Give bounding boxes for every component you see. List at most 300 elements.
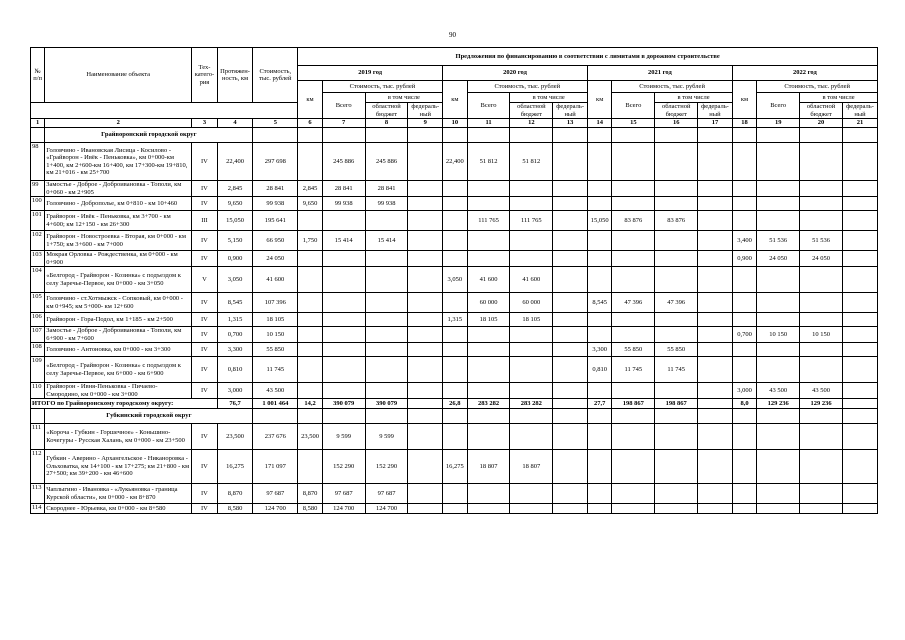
total-cell: 14,2 [298,399,322,409]
cell [322,409,365,424]
proposals-header: Предложения по финансированию в соответствии с лимитами в дорожном строительстве [298,48,878,66]
column-number: 14 [587,119,611,128]
financing-cell [553,313,588,327]
tech-category: IV [192,484,218,504]
km-header: км [298,81,322,119]
financing-cell [553,484,588,504]
table-row [31,343,878,357]
financing-cell [322,357,365,383]
row-number: 110 [31,383,45,399]
column-number: 9 [408,119,443,128]
financing-cell [842,293,877,313]
financing-cell: 24 050 [800,251,843,267]
section-header-row [31,409,878,424]
financing-cell: 0,700 [732,327,756,343]
financing-cell: 11 745 [612,357,655,383]
financing-cell [322,211,365,231]
financing-cell [298,143,322,181]
cell [31,128,45,143]
cost-sub-header: Стоимость, тыс. рублей [467,81,587,93]
financing-cell [443,327,467,343]
financing-cell: 83 876 [612,211,655,231]
financing-table [30,47,878,514]
cost-value: 99 938 [253,197,298,211]
length-km: 3,300 [217,343,253,357]
table-row [31,143,878,181]
financing-cell [408,267,443,293]
financing-cell: 11 745 [655,357,698,383]
total-label: ИТОГО по Грайворонскому городскому округу: [31,399,218,409]
financing-cell [408,343,443,357]
financing-cell [467,327,510,343]
financing-cell: 41 600 [510,267,553,293]
financing-cell: 152 290 [322,450,365,484]
financing-cell [298,293,322,313]
financing-cell: 2,845 [298,181,322,197]
column-numbers-row [31,119,878,128]
tech-category: IV [192,231,218,251]
object-name: Замостье - Доброе - Доброивановка - Тополи, км 6+900 - км 7+600 [45,327,192,343]
row-number: 112 [31,450,45,484]
financing-cell [510,181,553,197]
financing-cell [757,484,800,504]
financing-cell: 8,580 [298,504,322,514]
financing-cell [757,143,800,181]
table-header [31,48,878,128]
financing-cell [365,313,408,327]
cost-sub-header: Стоимость, тыс. рублей [322,81,442,93]
financing-cell [612,231,655,251]
financing-cell [553,327,588,343]
financing-cell: 3,400 [732,231,756,251]
object-name: «Белгород - Грайворон - Козинка» с подъездом к селу Заречье-Первое, км 6+000 - км 6+900 [45,357,192,383]
cost-value: 10 150 [253,327,298,343]
financing-cell [443,484,467,504]
financing-cell [757,267,800,293]
cell [842,128,877,143]
financing-cell: 3,300 [587,343,611,357]
financing-cell [698,504,733,514]
financing-cell [612,313,655,327]
financing-cell [612,504,655,514]
cell [467,409,510,424]
tech-category: IV [192,327,218,343]
column-number: 12 [510,119,553,128]
tech-category: IV [192,143,218,181]
financing-cell [467,424,510,450]
column-number: 5 [253,119,298,128]
cell [698,128,733,143]
cell [31,409,45,424]
financing-cell: 55 850 [655,343,698,357]
column-number: 7 [322,119,365,128]
financing-cell [587,197,611,211]
federal-header: федераль-ный [698,103,733,119]
financing-cell: 111 765 [467,211,510,231]
financing-cell [408,251,443,267]
financing-cell [612,197,655,211]
financing-cell: 41 600 [467,267,510,293]
length-km: 9,650 [217,197,253,211]
financing-cell [553,357,588,383]
financing-cell [655,383,698,399]
financing-cell: 55 850 [612,343,655,357]
financing-cell: 124 700 [322,504,365,514]
financing-cell [757,293,800,313]
cell [587,128,611,143]
financing-cell [443,293,467,313]
table-row [31,313,878,327]
financing-cell [800,357,843,383]
financing-cell: 22,400 [443,143,467,181]
total-length: 76,7 [217,399,253,409]
financing-cell [587,484,611,504]
financing-cell [553,251,588,267]
financing-cell [655,484,698,504]
row-number: 107 [31,327,45,343]
tech-category: IV [192,424,218,450]
length-km: 0,810 [217,357,253,383]
total-header: Всего [467,93,510,119]
total-cell: 390 079 [322,399,365,409]
financing-cell [298,267,322,293]
financing-cell [510,424,553,450]
object-name: Головчино - Ивановская Лисица - Косилово - «Грайворон - Ивёк - Пеньковка», км 0+000-км 1+400, км 2+600-км 16+400, км 17+300-км 19+810, км 21+016 - км 25+700 [45,143,192,181]
financing-cell [443,424,467,450]
financing-cell [842,211,877,231]
row-number: 109 [31,357,45,383]
total-cell [408,399,443,409]
financing-cell: 124 700 [365,504,408,514]
year-2019-header: 2019 год [298,66,443,81]
financing-cell [842,484,877,504]
financing-cell [842,267,877,293]
financing-cell: 23,500 [298,424,322,450]
cost-value: 41 600 [253,267,298,293]
table-row [31,267,878,293]
financing-cell [757,357,800,383]
object-name: Скороднее - Юрьевка, км 0+000 - км 8+580 [45,504,192,514]
column-number: 8 [365,119,408,128]
financing-cell [553,424,588,450]
row-number: 99 [31,181,45,197]
financing-cell: 18 807 [467,450,510,484]
tech-category: IV [192,293,218,313]
financing-cell [842,357,877,383]
financing-cell: 9 599 [322,424,365,450]
financing-cell [842,343,877,357]
financing-cell [553,267,588,293]
total-cell: 129 236 [757,399,800,409]
financing-cell [408,181,443,197]
financing-cell [443,383,467,399]
cell [408,128,443,143]
financing-cell [842,424,877,450]
financing-cell [443,504,467,514]
financing-cell [732,267,756,293]
financing-cell [732,357,756,383]
table-row [31,484,878,504]
cell [253,409,298,424]
financing-cell [800,343,843,357]
financing-cell: 9 599 [365,424,408,450]
financing-cell [322,383,365,399]
cost-value: 107 396 [253,293,298,313]
financing-cell [510,231,553,251]
section-header-row [31,128,878,143]
financing-cell [587,313,611,327]
page-number: 90 [449,31,456,39]
col-num-header: № п/п [31,48,45,103]
financing-cell: 24 050 [757,251,800,267]
length-km: 16,275 [217,450,253,484]
financing-cell: 3,050 [443,267,467,293]
financing-cell [612,143,655,181]
financing-cell [800,450,843,484]
cost-value: 24 050 [253,251,298,267]
cell [443,128,467,143]
cell [510,128,553,143]
financing-cell [510,484,553,504]
column-number: 3 [192,119,218,128]
total-cell: 198 867 [655,399,698,409]
row-number: 100 [31,197,45,211]
financing-cell: 60 000 [467,293,510,313]
financing-cell [842,327,877,343]
row-number: 105 [31,293,45,313]
financing-cell [408,424,443,450]
cell [553,128,588,143]
table-row [31,357,878,383]
cell [587,409,611,424]
tech-category: IV [192,450,218,484]
financing-cell [467,197,510,211]
financing-cell [842,450,877,484]
financing-cell: 10 150 [757,327,800,343]
column-number: 20 [800,119,843,128]
financing-cell [365,267,408,293]
financing-cell: 18 807 [510,450,553,484]
financing-cell [732,424,756,450]
row-number: 106 [31,313,45,327]
financing-cell [757,211,800,231]
federal-header: федераль-ный [408,103,443,119]
financing-cell [732,343,756,357]
financing-cell [365,293,408,313]
total-cost: 1 001 464 [253,399,298,409]
financing-cell [655,181,698,197]
incl-header: в том числе [365,93,443,103]
cost-value: 18 105 [253,313,298,327]
financing-cell: 0,900 [732,251,756,267]
length-km: 22,400 [217,143,253,181]
financing-cell [655,450,698,484]
financing-cell [587,181,611,197]
financing-cell [443,251,467,267]
regional-header: областной бюджет [510,103,553,119]
row-number: 114 [31,504,45,514]
column-number: 11 [467,119,510,128]
financing-cell [553,450,588,484]
financing-cell: 43 500 [757,383,800,399]
financing-cell [612,181,655,197]
financing-cell: 9,650 [298,197,322,211]
cell [322,128,365,143]
regional-header: областной бюджет [655,103,698,119]
financing-cell [553,143,588,181]
financing-cell [298,211,322,231]
table-body [31,128,878,514]
financing-cell [732,197,756,211]
column-number: 13 [553,119,588,128]
financing-cell: 99 938 [365,197,408,211]
financing-cell [698,267,733,293]
financing-cell [698,313,733,327]
financing-cell [612,327,655,343]
financing-cell [408,357,443,383]
financing-cell [298,327,322,343]
regional-header: областной бюджет [365,103,408,119]
financing-cell [698,293,733,313]
financing-cell [510,327,553,343]
financing-cell [553,383,588,399]
cell [757,409,800,424]
column-number: 18 [732,119,756,128]
financing-cell [800,313,843,327]
financing-cell [587,231,611,251]
financing-cell: 47 396 [612,293,655,313]
financing-cell [842,383,877,399]
total-row [31,399,878,409]
cost-value: 297 698 [253,143,298,181]
financing-cell [443,357,467,383]
object-name: Губкин - Аверино - Архангельское - Никаноровка - Ольховатка, км 14+100 - км 17+275; км 21+800 - км 27+500; км 39+200 - км 46+600 [45,450,192,484]
financing-cell [800,181,843,197]
financing-cell [732,211,756,231]
cell [553,409,588,424]
table-row [31,293,878,313]
financing-cell [655,231,698,251]
financing-cell [800,293,843,313]
length-km: 8,545 [217,293,253,313]
cell [732,128,756,143]
total-cell: 129 236 [800,399,843,409]
column-number: 19 [757,119,800,128]
cell [443,409,467,424]
tech-category: IV [192,383,218,399]
financing-cell [698,143,733,181]
financing-cell [612,484,655,504]
financing-cell [408,383,443,399]
financing-cell: 152 290 [365,450,408,484]
financing-cell [655,327,698,343]
row-number: 113 [31,484,45,504]
cell [655,128,698,143]
financing-cell [698,484,733,504]
object-name: «Белгород - Грайворон - Козинка» с подъездом к селу Заречье-Первое, км 0+000 - км 3+050 [45,267,192,293]
object-name: Грайворон - Ивёк - Пеньковка, км 3+700 - км 4+600; км 12+150 - км 26+300 [45,211,192,231]
financing-cell [698,251,733,267]
financing-cell [842,504,877,514]
row-number: 98 [31,143,45,181]
financing-cell [467,251,510,267]
col-category-header: Тех-катего-рия [192,48,218,103]
financing-cell: 245 886 [365,143,408,181]
financing-cell [467,484,510,504]
financing-cell [322,267,365,293]
financing-cell [408,484,443,504]
financing-cell [298,357,322,383]
financing-cell [757,450,800,484]
financing-cell [655,313,698,327]
financing-cell [467,181,510,197]
cell [800,128,843,143]
financing-cell [467,343,510,357]
financing-cell [698,197,733,211]
total-cell: 26,8 [443,399,467,409]
financing-cell [467,357,510,383]
financing-cell: 28 841 [365,181,408,197]
financing-cell [298,383,322,399]
km-header: км [732,81,756,119]
table-row [31,450,878,484]
row-number: 108 [31,343,45,357]
cost-value: 124 700 [253,504,298,514]
table-row [31,504,878,514]
row-number: 101 [31,211,45,231]
cost-value: 97 687 [253,484,298,504]
length-km: 0,700 [217,327,253,343]
financing-cell [698,231,733,251]
financing-cell: 97 687 [322,484,365,504]
object-name: Чаплыгино - Ивановка - «Лукьяновка - граница Курской области», км 0+000 - км 8+870 [45,484,192,504]
financing-cell: 60 000 [510,293,553,313]
financing-cell [298,313,322,327]
financing-cell [757,313,800,327]
financing-cell: 97 687 [365,484,408,504]
km-header: км [587,81,611,119]
financing-cell [408,211,443,231]
financing-cell [443,343,467,357]
financing-cell: 47 396 [655,293,698,313]
object-name: Головчино - Доброполье, км 0+810 - км 10+460 [45,197,192,211]
financing-cell [732,181,756,197]
financing-cell [298,450,322,484]
financing-cell [842,197,877,211]
total-cell: 8,0 [732,399,756,409]
year-2021-header: 2021 год [587,66,732,81]
tech-category: IV [192,313,218,327]
object-name: Головчино - ст.Хотмыжск - Сопковый, км 0+000 - км 0+945; км 5+000- км 12+600 [45,293,192,313]
total-header: Всего [612,93,655,119]
financing-cell: 15 414 [365,231,408,251]
cost-value: 11 745 [253,357,298,383]
total-cell [842,399,877,409]
financing-cell [408,197,443,211]
financing-cell [732,293,756,313]
km-header: км [443,81,467,119]
financing-cell: 51 536 [800,231,843,251]
incl-header: в том числе [800,93,878,103]
row-number: 102 [31,231,45,251]
tech-category: IV [192,357,218,383]
cost-value: 28 841 [253,181,298,197]
total-cell: 283 282 [467,399,510,409]
financing-cell [510,504,553,514]
financing-cell: 15 414 [322,231,365,251]
financing-cell: 18 105 [510,313,553,327]
financing-cell [757,181,800,197]
